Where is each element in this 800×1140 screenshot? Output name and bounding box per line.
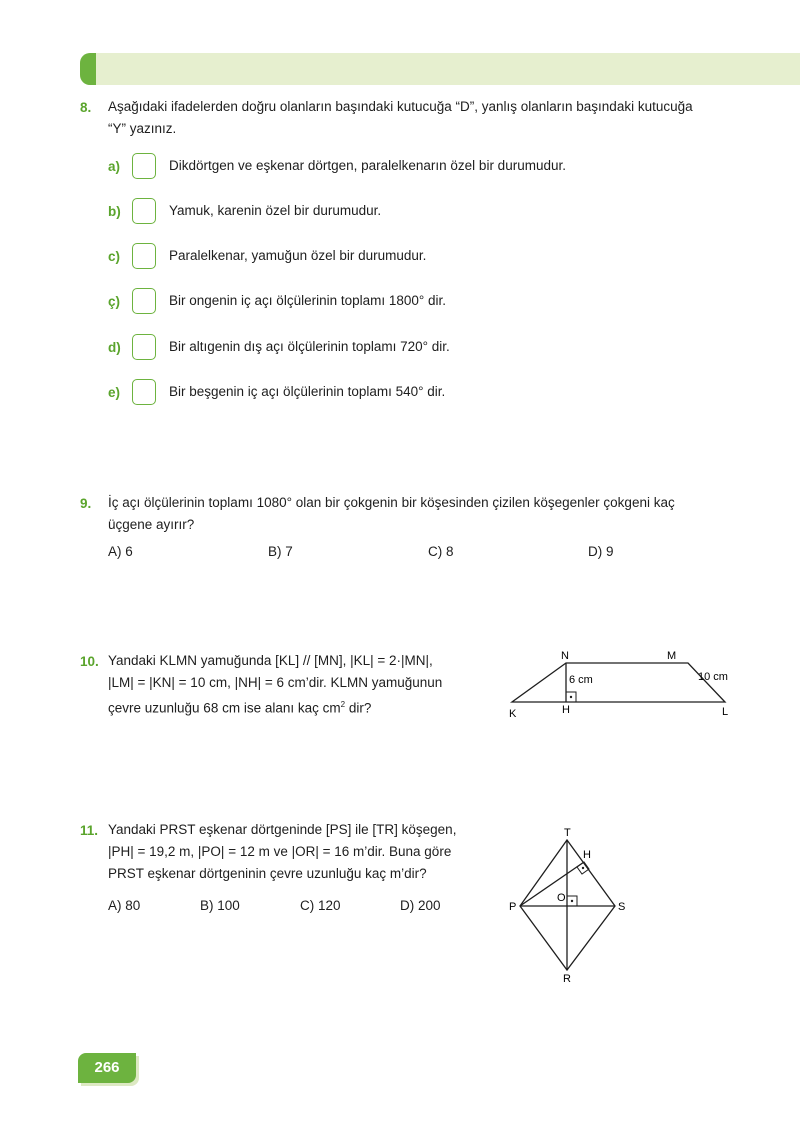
label-t: T [564,827,571,839]
q8-item-a-text: Dikdörtgen ve eşkenar dörtgen, paralelkenarın özel bir durumudur. [169,158,566,173]
q8-item-e-label: e) [108,385,121,400]
page-number: 266 [78,1053,136,1083]
q10-line3: çevre uzunluğu 68 cm ise alanı kaç $cm^2$ dir? [108,700,372,716]
label-r: R [563,973,571,985]
header-band [80,53,800,85]
q8-item-e-answer-box[interactable] [132,379,156,405]
label-n: N [561,650,569,662]
rhombus-figure [500,820,640,990]
label-o: O [557,892,566,904]
q8-item-b-answer-box[interactable] [132,198,156,224]
q8-item-c-answer-box[interactable] [132,243,156,269]
q11-choice-d[interactable]: D) 200 [400,898,441,913]
q8-item-a-answer-box[interactable] [132,153,156,179]
q9-choice-b[interactable]: B) 7 [268,544,293,559]
q8-item-b-label: b) [108,204,121,219]
q8-item-d-text: Bir altıgenin dış açı ölçülerinin toplamı 720° dir. [169,339,450,354]
q10-line1: Yandaki KLMN yamuğunda [KL] // [MN], |KL| = 2·|MN|, [108,653,433,668]
trapezoid-figure [500,640,750,730]
q8-item-e-text: Bir beşgenin iç açı ölçülerinin toplamı 540° dir. [169,384,446,399]
side-label: 10 cm [698,671,728,683]
q8-item-cc-text: Bir ongenin iç açı ölçülerinin toplamı 1800° dir. [169,293,447,308]
q8-item-c-text: Paralelkenar, yamuğun özel bir durumudur. [169,248,427,263]
label-h2: H [583,849,591,861]
header-tab [80,53,96,85]
q9-number: 9. [80,496,92,511]
q9-choice-d[interactable]: D) 9 [588,544,614,559]
q11-choice-a[interactable]: A) 80 [108,898,141,913]
label-p: P [509,901,517,913]
q9-line1: İç açı ölçülerinin toplamı 1080° olan bir çokgenin bir köşesinden çizilen köşegenler çokgeni kaç [108,495,675,510]
q11-line3: PRST eşkenar dörtgeninin çevre uzunluğu kaç m’dir? [108,866,427,881]
q9-choice-a[interactable]: A) 6 [108,544,133,559]
q9-choice-c[interactable]: C) 8 [428,544,454,559]
q8-number: 8. [80,100,92,115]
q8-item-cc-answer-box[interactable] [132,288,156,314]
q8-item-cc-label: ç) [108,294,121,309]
q10-number: 10. [80,654,99,669]
label-m: M [667,650,677,662]
label-k: K [509,708,517,720]
label-h: H [562,704,570,716]
q11-number: 11. [80,823,99,838]
q8-item-a-label: a) [108,159,121,174]
label-l: L [722,706,729,718]
q11-choice-b[interactable]: B) 100 [200,898,240,913]
q8-item-c-label: c) [108,249,121,264]
q9-line2: üçgene ayırır? [108,517,195,532]
q8-item-d-answer-box[interactable] [132,334,156,360]
q8-item-b-text: Yamuk, karenin özel bir durumudur. [169,203,382,218]
height-label: 6 cm [569,674,593,686]
q10-line2: |LM| = |KN| = 10 cm, |NH| = 6 cm’dir. KLMN yamuğunun [108,675,443,690]
q8-prompt-line1: Aşağıdaki ifadelerden doğru olanların başındaki kutucuğa “D”, yanlış olanların başındaki kutucuğa [108,99,693,114]
q8-item-d-label: d) [108,340,121,355]
q11-line2: |PH| = 19,2 m, |PO| = 12 m ve |OR| = 16 m’dir. Buna göre [108,844,452,859]
q8-prompt-line2: “Y” yazınız. [108,121,177,136]
q11-choice-c[interactable]: C) 120 [300,898,341,913]
label-s: S [618,901,626,913]
q11-line1: Yandaki PRST eşkenar dörtgeninde [PS] ile [TR] köşegen, [108,822,457,837]
